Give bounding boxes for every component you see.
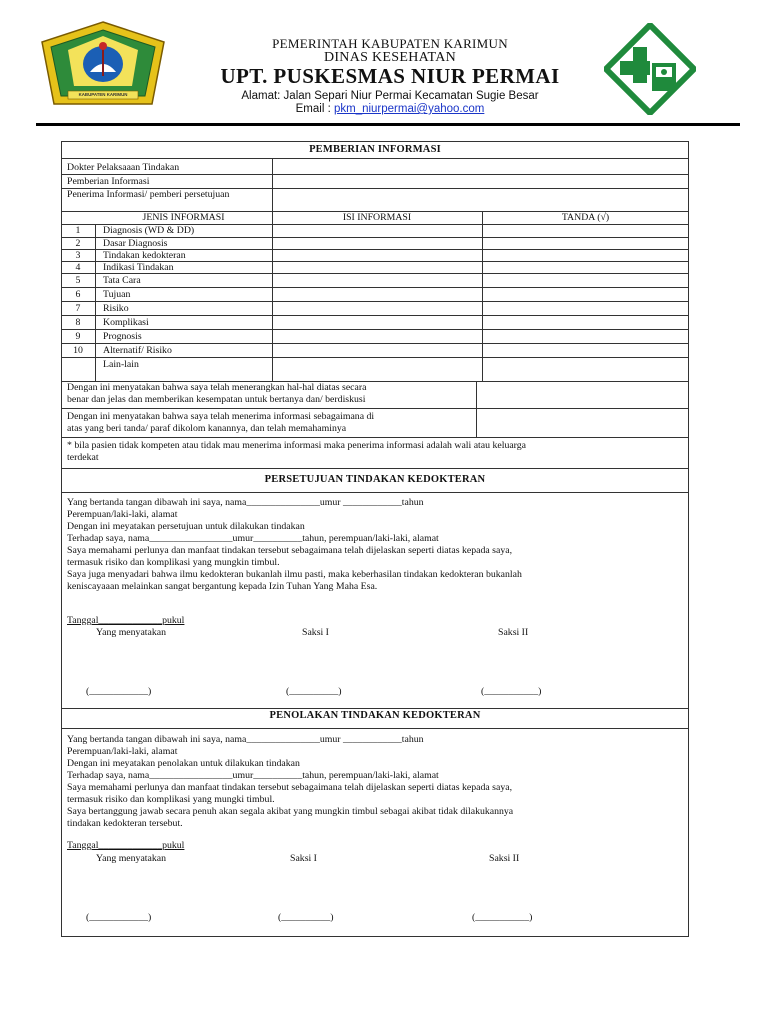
row-no: 2 xyxy=(75,238,81,249)
header-title: UPT. PUSKESMAS NIUR PERMAI xyxy=(220,64,560,88)
consent-line: Perempuan/laki-laki, alamat xyxy=(67,509,178,520)
row-jenis: Tujuan xyxy=(103,289,131,300)
field-label-penerima: Penerima Informasi/ pemberi persetujuan xyxy=(67,189,230,200)
divider xyxy=(61,301,689,302)
patient-signature-field[interactable] xyxy=(477,409,688,436)
consent-line: Yang bertanda tangan dibawah ini saya, nama_______________umur ____________tahun xyxy=(67,497,424,508)
refusal-line: tindakan kedokteran tersebut. xyxy=(67,818,183,829)
row-jenis: Dasar Diagnosis xyxy=(103,238,168,249)
row-no: 8 xyxy=(75,317,81,328)
refusal-signer-blank[interactable]: (____________) xyxy=(86,912,152,923)
row-no: 7 xyxy=(75,303,81,314)
consent-witness1-blank[interactable]: (__________) xyxy=(286,686,342,697)
row-jenis: Alternatif/ Risiko xyxy=(103,345,172,356)
row-no: 4 xyxy=(75,262,81,273)
header-line-1: PEMERINTAH KABUPATEN KARIMUN xyxy=(272,36,508,51)
refusal-line: Dengan ini meyatakan penolakan untuk dilakukan tindakan xyxy=(67,758,300,769)
consent-section-title: PERSETUJUAN TINDAKAN KEDOKTERAN xyxy=(264,474,486,485)
divider xyxy=(61,329,689,330)
row-jenis: Komplikasi xyxy=(103,317,149,328)
row-jenis: Diagnosis (WD & DD) xyxy=(103,225,195,236)
refusal-witness1-blank[interactable]: (__________) xyxy=(278,912,334,923)
refusal-line: termasuk risiko dan komplikasi yang mungki timbul. xyxy=(67,794,275,805)
divider xyxy=(61,492,689,493)
note-line2: terdekat xyxy=(67,452,99,463)
refusal-date-time: Tanggal_____________pukul xyxy=(67,840,185,851)
consent-witness1-label: Saksi I xyxy=(302,627,329,638)
refusal-line: Terhadap saya, nama_________________umur__________tahun, perempuan/laki-laki, alamat xyxy=(67,770,439,781)
puskesmas-logo xyxy=(604,23,696,115)
col-header-jenis: JENIS INFORMASI xyxy=(142,212,225,223)
field-label-pemberian: Pemberian Informasi xyxy=(67,176,150,187)
divider xyxy=(61,287,689,288)
header-line-2: DINAS KESEHATAN xyxy=(323,50,457,65)
row-no: 10 xyxy=(73,345,83,356)
email-label: Email : xyxy=(295,103,334,115)
field-label-dokter: Dokter Pelaksaaan Tindakan xyxy=(67,162,180,173)
statement-doctor-line2: benar dan jelas dan memberikan kesempatan untuk bertanya dan/ berdiskusi xyxy=(67,394,366,405)
header-address: Alamat: Jalan Separi Niur Permai Kecamatan Sugie Besar xyxy=(241,90,539,102)
consent-witness2-label: Saksi II xyxy=(498,627,529,638)
consent-line: Saya juga menyadari bahwa ilmu kedokteran bukanlah ilmu pasti, maka keberhasilan tindakan kedokteran bukanlah xyxy=(67,569,522,580)
consent-date-time: Tanggal_____________pukul xyxy=(67,615,185,626)
divider xyxy=(61,315,689,316)
info-section-title: PEMBERIAN INFORMASI xyxy=(309,144,441,155)
divider xyxy=(61,708,689,709)
row-jenis: Indikasi Tindakan xyxy=(103,262,174,273)
consent-line: Dengan ini meyatakan persetujuan untuk dilakukan tindakan xyxy=(67,521,305,532)
row-jenis: Tindakan kedokteran xyxy=(103,250,186,261)
consent-line: keniscayaaan melainkan sangat bergantung kepada Izin Tuhan Yang Maha Esa. xyxy=(67,581,378,592)
consent-line: Terhadap saya, nama_________________umur__________tahun, perempuan/laki-laki, alamat xyxy=(67,533,439,544)
refusal-line: Yang bertanda tangan dibawah ini saya, nama_______________umur ____________tahun xyxy=(67,734,424,745)
consent-line: Saya memahami perlunya dan manfaat tindakan tersebut sebagaimana telah dijelaskan seperti diatas kepada saya, xyxy=(67,545,513,556)
row-jenis: Tata Cara xyxy=(103,275,141,286)
row-no: 6 xyxy=(75,289,81,300)
consent-witness2-blank[interactable]: (___________) xyxy=(481,686,542,697)
refusal-signer-label: Yang menyatakan xyxy=(96,853,167,864)
dokter-field[interactable] xyxy=(273,159,688,173)
refusal-witness1-label: Saksi I xyxy=(290,853,317,864)
statement-doctor-line1: Dengan ini menyatakan bahwa saya telah menerangkan hal-hal diatas secara xyxy=(67,382,367,393)
note-line1: * bila pasien tidak kompeten atau tidak mau menerima informasi maka penerima informasi adalah wali atau keluarga xyxy=(67,440,527,451)
consent-line: termasuk risiko dan komplikasi yang mungkin timbul. xyxy=(67,557,280,568)
row-no: 3 xyxy=(75,250,81,261)
divider xyxy=(61,437,689,438)
refusal-witness2-blank[interactable]: (___________) xyxy=(472,912,533,923)
divider xyxy=(61,357,689,358)
header-divider xyxy=(36,123,740,126)
divider xyxy=(61,728,689,729)
email-link[interactable]: pkm_niurpermai@yahoo.com xyxy=(333,103,485,115)
row-no: 5 xyxy=(75,275,81,286)
consent-signer-blank[interactable]: (____________) xyxy=(86,686,152,697)
karimun-logo xyxy=(38,20,168,112)
statement-patient-line1: Dengan ini menyatakan bahwa saya telah menerima informasi sebagaimana di xyxy=(67,411,375,422)
divider xyxy=(61,343,689,344)
left-logo-caption: KABUPATEN KARIMUN xyxy=(78,92,128,97)
divider xyxy=(61,273,689,274)
row-no: 9 xyxy=(75,331,81,342)
row-no: 1 xyxy=(75,225,81,236)
row-jenis: Lain-lain xyxy=(103,359,139,370)
refusal-line: Perempuan/laki-laki, alamat xyxy=(67,746,178,757)
row-jenis: Risiko xyxy=(103,303,129,314)
pemberian-field[interactable] xyxy=(273,175,688,187)
refusal-section-title: PENOLAKAN TINDAKAN KEDOKTERAN xyxy=(269,710,481,721)
refusal-witness2-label: Saksi II xyxy=(489,853,520,864)
statement-patient-line2: atas yang beri tanda/ paraf dikolom kanannya, dan telah memahaminya xyxy=(67,423,347,434)
col-header-isi: ISI INFORMASI xyxy=(342,212,412,223)
header-email-line xyxy=(190,103,590,115)
refusal-line: Saya bertanggung jawab secara penuh akan segala akibat yang mungkin timbul sebagai akibat tidak dilakukannya xyxy=(67,806,514,817)
col-header-tanda: TANDA (√) xyxy=(561,212,610,223)
penerima-field[interactable] xyxy=(273,189,688,210)
refusal-line: Saya memahami perlunya dan manfaat tindakan tersebut sebagaimana telah dijelaskan seperti diatas kepada saya, xyxy=(67,782,513,793)
row-jenis: Prognosis xyxy=(103,331,142,342)
doctor-signature-field[interactable] xyxy=(477,382,688,407)
consent-signer-label: Yang menyatakan xyxy=(96,627,167,638)
divider xyxy=(61,468,689,469)
